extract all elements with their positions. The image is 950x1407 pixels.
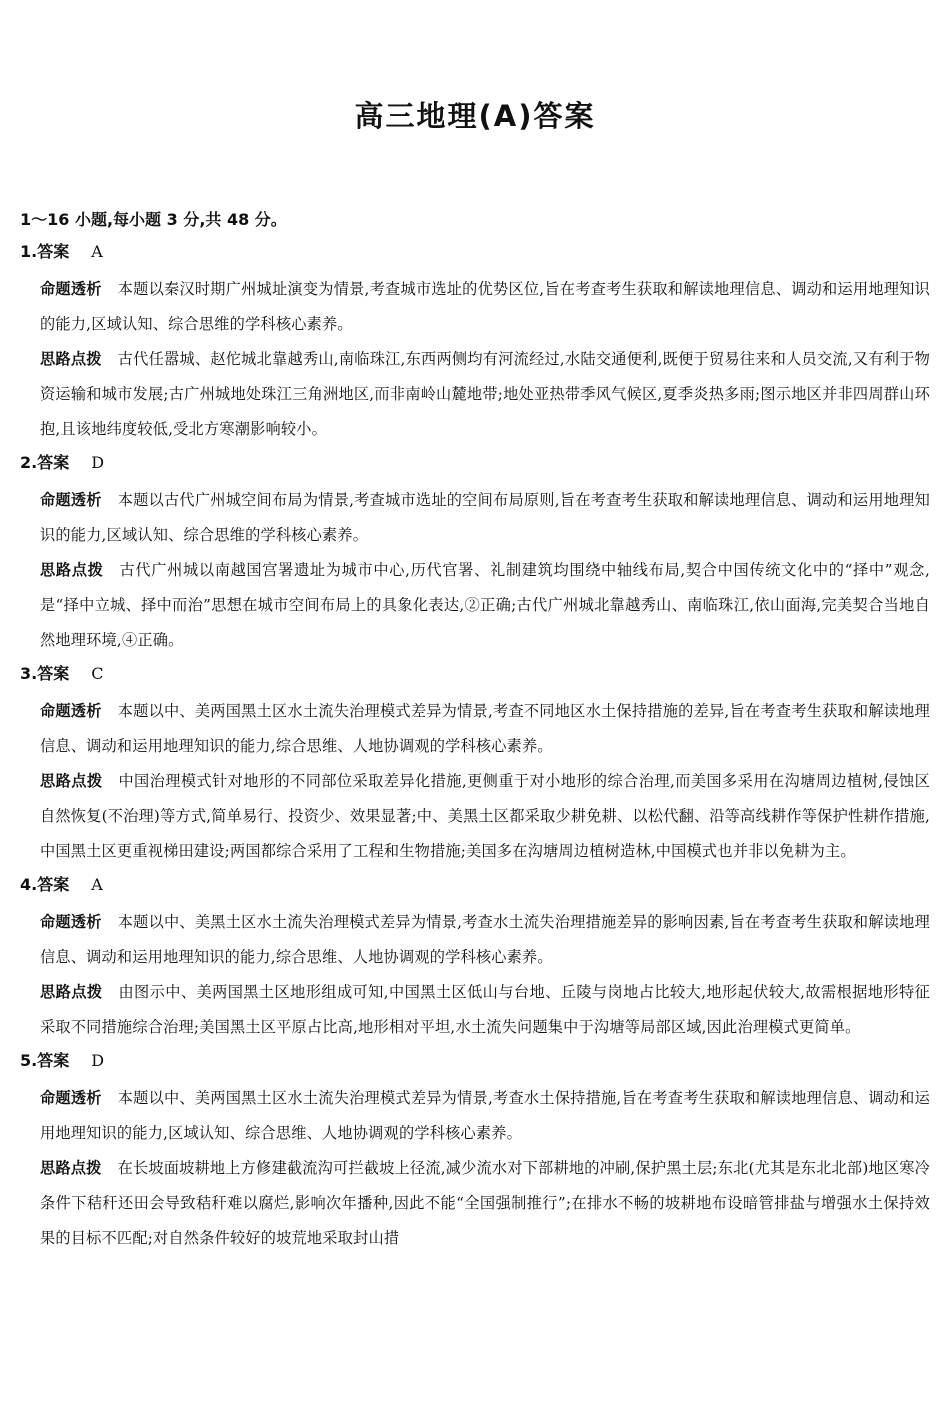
reasoning-paragraph (40, 975, 930, 1045)
question-number: 5. (20, 1051, 38, 1070)
analysis-paragraph (40, 905, 930, 975)
answer-value: A (91, 875, 103, 894)
reasoning-text: 中国治理模式针对地形的不同部位采取差异化措施,更侧重于对小地形的综合治理,而美国多采用在沟塘周边植树,侵蚀区自然恢复(不治理)等方式,简单易行、投资少、效果显著;中、美黑土区都采取少耕免耕、以松代翻、沿等高线耕作等保护性耕作措施,中国黑土区更重视梯田建设;两国都综合采用了工程和生物措施;美国多在沟塘周边植树造林,中国模式也并非以免耕为主。 (40, 772, 930, 860)
reasoning-label: 思路点拨 (40, 350, 102, 368)
answer-label: 答案 (37, 242, 70, 261)
answer-value: D (91, 1051, 105, 1070)
analysis-label: 命题透析 (40, 491, 102, 509)
reasoning-text: 古代广州城以南越国宫署遗址为城市中心,历代官署、礼制建筑均围绕中轴线布局,契合中国传统文化中的“择中”观念,是“择中立城、择中而治”思想在城市空间布局上的具象化表达,②正确;古代广州城北靠越秀山、南临珠江,依山面海,完美契合当地自然地理环境,④正确。 (40, 561, 930, 649)
answer-label: 答案 (37, 875, 70, 894)
reasoning-text: 在长坡面坡耕地上方修建截流沟可拦截坡上径流,减少流水对下部耕地的冲刷,保护黑土层;东北(尤其是东北北部)地区寒冷条件下秸秆还田会导致秸秆难以腐烂,影响次年播种,因此不能“全国强制推行”;在排水不畅的坡耕地布设暗管排盐与增强水土保持效果的目标不匹配;对自然条件较好的坡荒地采取封山措 (40, 1159, 930, 1247)
question-number: 3. (20, 664, 38, 683)
analysis-label: 命题透析 (40, 702, 102, 720)
reasoning-paragraph (40, 764, 930, 869)
question-number: 2. (20, 453, 38, 472)
question-block (20, 662, 930, 869)
reasoning-label: 思路点拨 (40, 561, 104, 579)
analysis-label: 命题透析 (40, 280, 102, 298)
analysis-text: 本题以古代广州城空间布局为情景,考查城市选址的空间布局原则,旨在考查考生获取和解读地理信息、调动和运用地理知识的能力,区域认知、综合思维的学科核心素养。 (40, 491, 930, 544)
answer-label: 答案 (37, 664, 70, 683)
answer-label: 答案 (37, 453, 70, 472)
answer-content (20, 208, 930, 1256)
question-header (20, 873, 930, 897)
reasoning-text: 由图示中、美两国黑土区地形组成可知,中国黑土区低山与台地、丘陵与岗地占比较大,地形起伏较大,故需根据地形特征采取不同措施综合治理;美国黑土区平原占比高,地形相对平坦,水土流失问题集中于沟塘等局部区域,因此治理模式更简单。 (40, 983, 930, 1036)
question-block (20, 451, 930, 658)
reasoning-paragraph (40, 1151, 930, 1256)
answer-value: A (91, 242, 103, 261)
reasoning-paragraph (40, 553, 930, 658)
question-header (20, 1049, 930, 1073)
question-block (20, 240, 930, 447)
analysis-text: 本题以中、美黑土区水土流失治理模式差异为情景,考查水土流失治理措施差异的影响因素,旨在考查考生获取和解读地理信息、调动和运用地理知识的能力,综合思维、人地协调观的学科核心素养。 (40, 913, 930, 966)
question-number: 4. (20, 875, 38, 894)
reasoning-label: 思路点拨 (40, 983, 103, 1001)
answer-label: 答案 (37, 1051, 70, 1070)
analysis-label: 命题透析 (40, 913, 102, 931)
answer-value: D (91, 453, 105, 472)
analysis-paragraph (40, 694, 930, 764)
analysis-paragraph (40, 1081, 930, 1151)
analysis-paragraph (40, 272, 930, 342)
analysis-paragraph (40, 483, 930, 553)
reasoning-label: 思路点拨 (40, 772, 103, 790)
analysis-text: 本题以秦汉时期广州城址演变为情景,考查城市选址的优势区位,旨在考查考生获取和解读地理信息、调动和运用地理知识的能力,区域认知、综合思维的学科核心素养。 (40, 280, 930, 333)
analysis-text: 本题以中、美两国黑土区水土流失治理模式差异为情景,考查不同地区水土保持措施的差异,旨在考查考生获取和解读地理信息、调动和运用地理知识的能力,综合思维、人地协调观的学科核心素养。 (40, 702, 930, 755)
analysis-text: 本题以中、美两国黑土区水土流失治理模式差异为情景,考查水土保持措施,旨在考查考生获取和解读地理信息、调动和运用地理知识的能力,区域认知、综合思维、人地协调观的学科核心素养。 (40, 1089, 930, 1142)
question-header (20, 451, 930, 475)
reasoning-label: 思路点拨 (40, 1159, 102, 1177)
page-title: 高三地理(A)答案 (354, 99, 596, 133)
question-header (20, 662, 930, 686)
answer-value: C (91, 664, 104, 683)
question-number: 1. (20, 242, 38, 261)
section-intro: 1～16 小题,每小题 3 分,共 48 分。 (20, 210, 287, 229)
analysis-label: 命题透析 (40, 1089, 102, 1107)
question-block (20, 873, 930, 1045)
question-header (20, 240, 930, 264)
reasoning-paragraph (40, 342, 930, 447)
question-block (20, 1049, 930, 1256)
reasoning-text: 古代任嚣城、赵佗城北靠越秀山,南临珠江,东西两侧均有河流经过,水陆交通便利,既便于贸易往来和人员交流,又有利于物资运输和城市发展;古广州城地处珠江三角洲地区,而非南岭山麓地带;地处亚热带季风气候区,夏季炎热多雨;图示地区并非四周群山环抱,且该地纬度较低,受北方寒潮影响较小。 (40, 350, 930, 438)
